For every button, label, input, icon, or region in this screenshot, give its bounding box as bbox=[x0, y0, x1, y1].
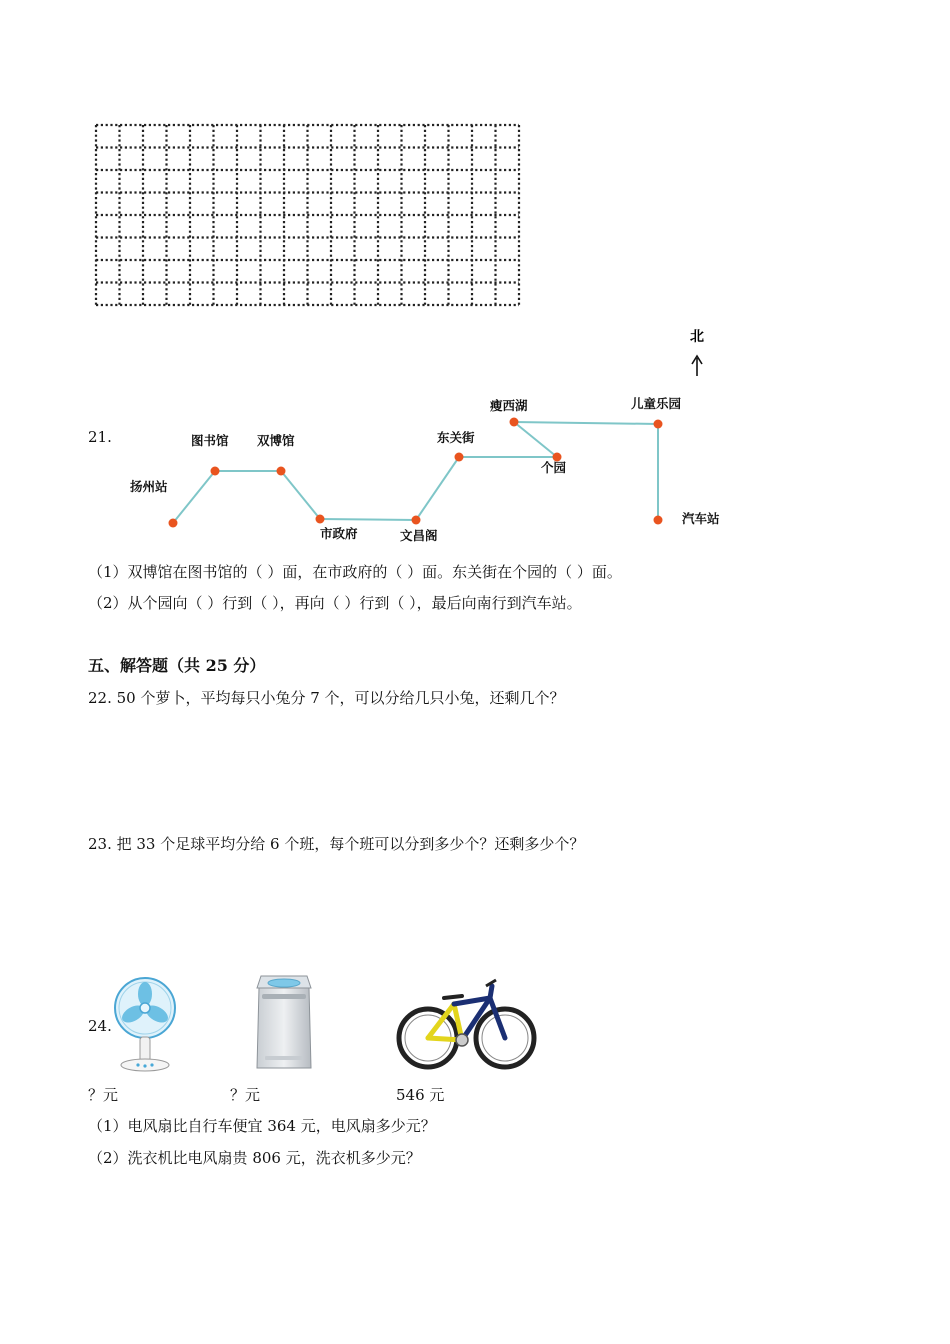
place-dot-cityhall bbox=[316, 515, 325, 524]
place-label-dongguan: 东关街 bbox=[437, 430, 475, 445]
route-geyuan-shouxihu bbox=[514, 422, 557, 457]
dotted-writing-grid bbox=[94, 123, 522, 307]
washing-machine-icon bbox=[253, 974, 315, 1072]
place-label-yangzhou: 扬州站 bbox=[130, 479, 168, 494]
place-dot-yangzhou bbox=[169, 519, 178, 528]
place-label-cityhall: 市政府 bbox=[320, 526, 358, 541]
question-22-text: 22. 50 个萝卜，平均每只小兔分 7 个，可以分给几只小兔，还剩几个？ bbox=[88, 689, 565, 707]
north-label: 北 bbox=[690, 329, 704, 345]
bicycle-icon bbox=[392, 976, 540, 1072]
question-21-part-1: （1）双博馆在图书馆的（ ）面，在市政府的（ ）面。东关街在个园的（ ）面。 bbox=[88, 563, 622, 581]
question-24-number: 24. bbox=[88, 1017, 112, 1035]
question-21-number: 21. bbox=[88, 428, 112, 446]
place-label-children: 儿童乐园 bbox=[631, 396, 682, 411]
place-label-shouxihu: 瘦西湖 bbox=[490, 398, 528, 413]
route-lines bbox=[173, 422, 658, 523]
place-dot-dongguan bbox=[455, 453, 464, 462]
place-dot-library bbox=[211, 467, 220, 476]
question-24-part-1: （1）电风扇比自行车便宜 364 元，电风扇多少元？ bbox=[88, 1117, 436, 1135]
place-label-busstation: 汽车站 bbox=[682, 511, 720, 526]
washing-machine-price: ？元 bbox=[230, 1086, 261, 1104]
fan-price: ？元 bbox=[88, 1086, 119, 1104]
place-label-geyuan: 个园 bbox=[541, 460, 567, 475]
place-label-museum: 双博馆 bbox=[257, 433, 295, 448]
place-dot-wenchang bbox=[412, 516, 421, 525]
route-yangzhou-library bbox=[173, 471, 215, 523]
place-label-wenchang: 文昌阁 bbox=[400, 528, 438, 543]
place-dot-museum bbox=[277, 467, 286, 476]
route-map bbox=[110, 320, 750, 550]
place-dot-children bbox=[654, 420, 663, 429]
question-21-part-2: （2）从个园向（ ）行到（ ），再向（ ）行到（ ），最后向南行到汽车站。 bbox=[88, 594, 582, 612]
place-dot-busstation bbox=[654, 516, 663, 525]
route-cityhall-wenchang bbox=[320, 519, 416, 520]
route-wenchang-dongguan bbox=[416, 457, 459, 520]
electric-fan-icon bbox=[112, 974, 182, 1074]
bicycle-price: 546 元 bbox=[396, 1086, 445, 1104]
section-5-title: 五、解答题（共 25 分） bbox=[88, 656, 266, 675]
place-label-library: 图书馆 bbox=[191, 433, 229, 448]
question-23-text: 23. 把 33 个足球平均分给 6 个班，每个班可以分到多少个？还剩多少个？ bbox=[88, 835, 585, 853]
route-shouxihu-children bbox=[514, 422, 658, 424]
place-dot-shouxihu bbox=[510, 418, 519, 427]
question-24-part-2: （2）洗衣机比电风扇贵 806 元，洗衣机多少元？ bbox=[88, 1149, 421, 1167]
route-museum-cityhall bbox=[281, 471, 320, 519]
